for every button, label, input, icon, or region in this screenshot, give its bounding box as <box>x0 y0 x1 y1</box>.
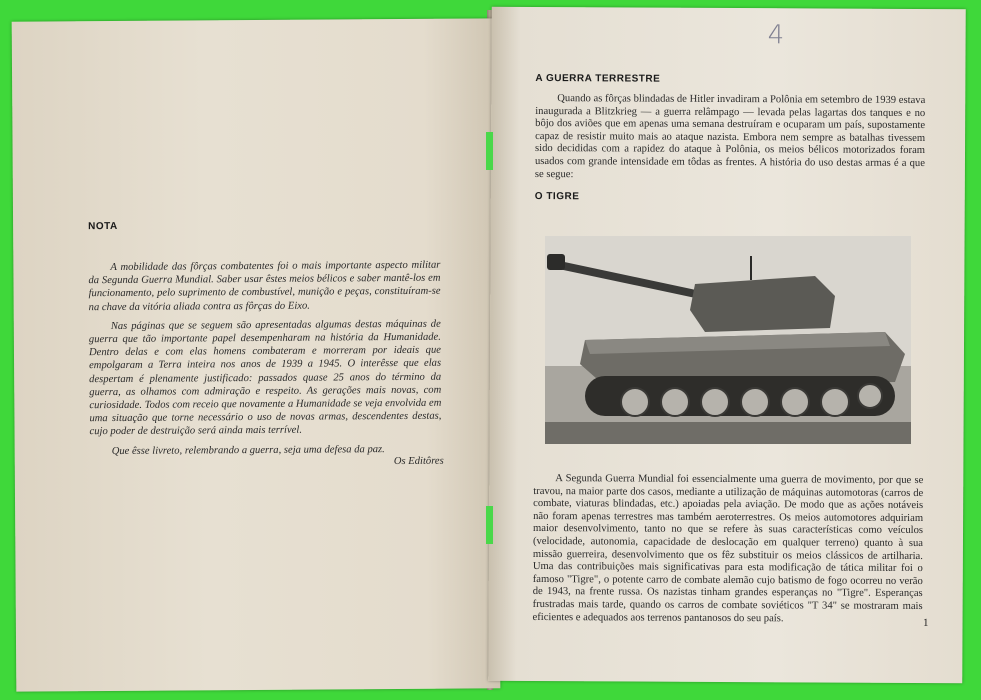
nota-paragraph-2: Nas páginas que se seguem são apresentadas algumas destas máquinas de guerra que tão importante papel desempenharam na história da Humanidade. Dentro delas e com elas homens combateram e morreram por ideais que empolgaram a Terra inteira nos anos de 1939 a 1945. O interêsse que elas despertam é plenamente justificado: passados quase 25 anos do término da guerra, as olhamos com admiração e respeito. As gerações mais novas, com curiosidade. Todos com receio que novamente a Humanidade se veja envolvida em uma situação que torne necessário o uso de novas armas, descendentes destas, cujo poder de destruição será ainda mais terrível. <box>88 318 442 438</box>
tank-illustration-icon <box>545 236 911 444</box>
staple-top <box>486 132 493 170</box>
signature: Os Editôres <box>393 455 444 468</box>
subheading-tigre: O TIGRE <box>534 190 580 203</box>
section-heading: A GUERRA TERRESTRE <box>535 72 661 85</box>
handwritten-page-number: 4 <box>767 20 785 51</box>
nota-paragraph-3: Que êsse livreto, relembrando a guerra, seja uma defesa da paz. <box>111 443 385 457</box>
left-page <box>12 18 501 691</box>
tiger-tank-photo <box>545 236 911 444</box>
intro-paragraph: Quando as fôrças blindadas de Hitler invadiram a Polônia em setembro de 1939 estava inaugurada a Blitzkrieg — a guerra relâmpago — levada pelas lagartas dos tanques e no bôjo dos aviões que em apenas uma semana destruíram e ocuparam um país, supostamente capaz de resistir muito mais ao ataque nazista. Embora nem sempre as batalhas tivessem sido decididas com a rapidez do ataque à Polônia, os meios bélicos motorizados foram usados com grande intensidade em tôdas as frentes. A história do uso destas armas é a que se segue: <box>534 93 926 180</box>
nota-text <box>88 259 441 464</box>
page-number: 1 <box>923 617 929 630</box>
tigre-text <box>533 473 924 626</box>
intro-text <box>535 93 925 183</box>
staple-bottom <box>486 506 493 544</box>
nota-heading: NOTA <box>88 220 118 233</box>
tigre-paragraph: A Segunda Guerra Mundial foi essencialmente uma guerra de movimento, por que se travou, na maior parte dos casos, mediante a utilização de máquinas automotoras (carros de combate, viaturas blindadas, etc.) apoiadas pela aviação. De modo que as ações notáveis não foram apenas terrestres mas também aeroterrestres. Os meios automotores adquiriam maior desenvolvimento, tanto no que se refere às suas características como veículos (velocidade, autonomia, capacidade de deslocação em qualquer terreno) quanto à sua missão guerreira, desenvolvimento que os fêz substituir os meios clássicos de artilharia. Uma das contribuições mais significativas para esta modificação de tática militar foi o famoso "Tigre", o potente carro de combate alemão cujo batismo de fogo ocorreu no verão de 1943, na frente russa. Os nazistas tinham grandes esperanças no "Tigre". Esperanças frustradas mais tarde, quando os carros de combate soviéticos "T 34" se mostraram mais eficientes e adequados aos terrenos pantanosos do seu país. <box>532 473 924 624</box>
nota-paragraph-1: A mobilidade das fôrças combatentes foi o mais importante aspecto militar da Segunda Guerra Mundial. Saber usar êstes meios bélicos e saber mantê-los em funcionamento, pelo suprimento de combustível, munição e peças, constituíram-se na chave da vitória aliada contra as fôrças do Eixo. <box>88 259 441 313</box>
